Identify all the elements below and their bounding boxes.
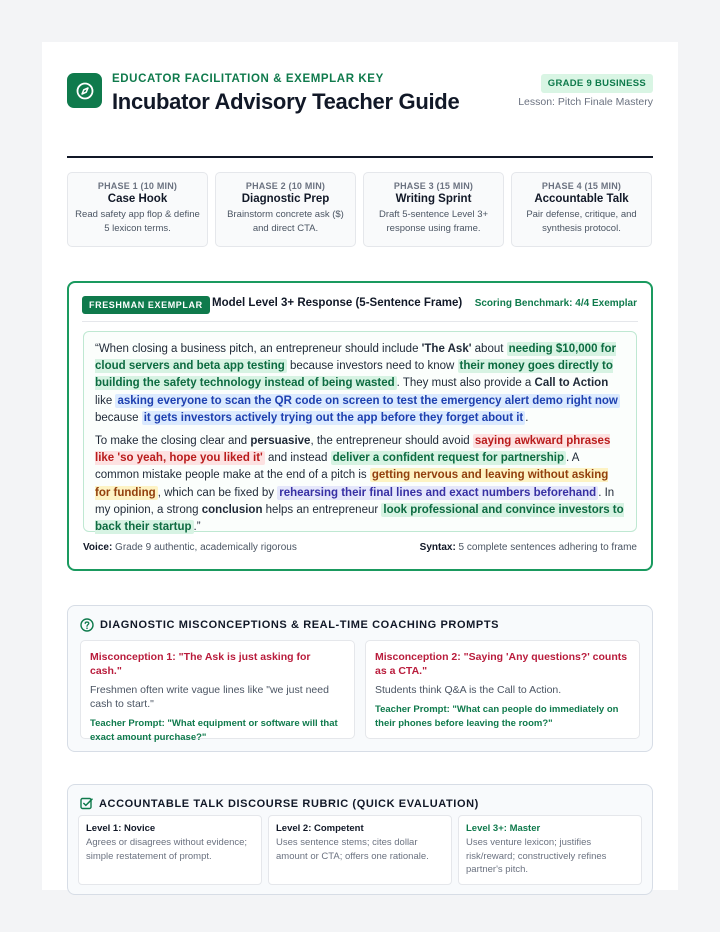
teacher-prompt: Teacher Prompt: "What equipment or software will that exact amount purchase?" [90,718,338,743]
checkbox-icon [80,797,93,810]
phase-desc: Read safety app flop & define 5 lexicon terms. [75,209,200,234]
rubric-level-1 [78,815,262,885]
exemplar-response [83,331,637,532]
phase-name: Diagnostic Prep [241,193,330,205]
rubric-section [67,784,653,895]
phase-label: PHASE 4 (15 MIN) [541,181,622,191]
misconception-desc: Freshmen often write vague lines like "we just need cash to start." [90,684,329,710]
misconception-title: Misconception 1: "The Ask is just asking for cash." [90,651,311,677]
rubric-level-3 [458,815,642,885]
rubric-level-desc: Uses venture lexicon; justifies risk/reward; constructively refines partner's pitch. [466,837,607,875]
lesson-label: Lesson: Pitch Finale Mastery [518,96,653,108]
phase-card-4 [511,172,652,247]
exemplar-footer [83,542,637,553]
misconceptions-heading: DIAGNOSTIC MISCONCEPTIONS & REAL-TIME COACHING PROMPTS [80,618,499,632]
exemplar-badge: FRESHMAN EXEMPLAR [82,296,210,314]
exemplar-title: Model Level 3+ Response (5-Sentence Frame) [212,297,463,309]
phase-card-1 [67,172,208,247]
rubric-heading: ACCOUNTABLE TALK DISCOURSE RUBRIC (QUICK EVALUATION) [80,797,479,810]
teacher-guide-page [42,42,678,890]
rubric-level-title: Level 3+: Master [466,823,541,834]
divider [82,321,638,322]
exemplar-panel [67,281,653,571]
highlight-mistake: getting nervous and leaving without asking for funding [95,469,609,499]
phase-name: Writing Sprint [395,193,472,205]
phase-desc: Pair defense, critique, and synthesis protocol. [526,209,637,234]
exemplar-paragraph-1: “When closing a business pitch, an entrepreneur should include 'The Ask' about needing $10,000 for cloud servers and beta app testing because investors need to know their money goes directly to building the safety technology instead of being wasted . They must also provide a Call to Action like asking everyone to scan the QR code on screen to test the emergency alert demo right now because it gets investors actively trying out the app before they forget about it . [95,343,618,424]
highlight-avoid: saying awkward phrases like 'so yeah, hope you liked it' [95,435,611,465]
highlight-opinion: look professional and convince investors to back their startup [95,503,624,534]
phase-card-2 [215,172,356,247]
help-circle-icon [80,618,94,632]
grade-badge: GRADE 9 BUSINESS [541,74,653,93]
rubric-level-title: Level 1: Novice [86,823,156,834]
highlight-cta-rationale: it gets investors actively trying out the app before they forget about it [143,411,524,424]
highlight-rationale: their money goes directly to building the safety technology instead of being wasted [95,360,613,390]
page-header [67,72,653,158]
rubric-level-desc: Uses sentence stems; cites dollar amount or CTA; offers one rationale. [276,837,429,862]
misconception-card-1 [80,640,355,743]
rubric-level-desc: Agrees or disagrees without evidence; simple restatement of prompt. [86,837,248,862]
highlight-fix: rehearsing their final lines and exact numbers beforehand [279,486,597,499]
misconception-title: Misconception 2: "Saying 'Any questions?' counts as a CTA." [375,651,628,677]
rubric-level-title: Level 2: Competent [276,823,364,834]
phase-label: PHASE 2 (10 MIN) [245,181,326,191]
header-kicker: EDUCATOR FACILITATION & EXEMPLAR KEY [112,73,384,85]
syntax-note: Syntax: 5 complete sentences adhering to frame [419,542,637,553]
phase-name: Case Hook [107,193,168,205]
phase-label: PHASE 3 (15 MIN) [393,181,474,191]
phase-name: Accountable Talk [534,193,629,205]
compass-icon [67,73,102,108]
misconception-desc: Students think Q&A is the Call to Action. [375,684,562,696]
phase-label: PHASE 1 (10 MIN) [97,181,178,191]
teacher-prompt: Teacher Prompt: "What can people do immediately on their phones before leaving the room?" [375,704,619,729]
phase-card-3 [363,172,504,247]
exemplar-paragraph-2: To make the closing clear and persuasive, the entrepreneur should avoid saying awkward phrases like 'so yeah, hope you liked it' and instead deliver a confident request for partnership . A common mistake people make at the end of a pitch is getting nervous and leaving without asking for funding , which can be fixed by rehearsing their final lines and exact numbers beforehand . In my opinion, a strong conclusion helps an entrepreneur look professional and convince investors to back their startup .” [95,435,624,534]
misconception-card-2 [365,640,640,739]
page-title: Incubator Advisory Teacher Guide [112,89,460,114]
misconceptions-section [67,605,653,752]
phase-cards [67,172,653,247]
scoring-benchmark: Scoring Benchmark: 4/4 Exemplar [474,298,637,309]
rubric-level-2 [268,815,452,885]
phase-desc: Brainstorm concrete ask ($) and direct CTA. [227,209,344,234]
highlight-cta: asking everyone to scan the QR code on screen to test the emergency alert demo right now [117,394,618,407]
phase-desc: Draft 5-sentence Level 3+ response using frame. [378,209,489,234]
highlight-ask: needing $10,000 for cloud servers and beta app testing [95,343,616,373]
voice-note: Voice: Grade 9 authentic, academically rigorous [83,542,297,553]
highlight-instead: deliver a confident request for partnership [332,452,564,465]
